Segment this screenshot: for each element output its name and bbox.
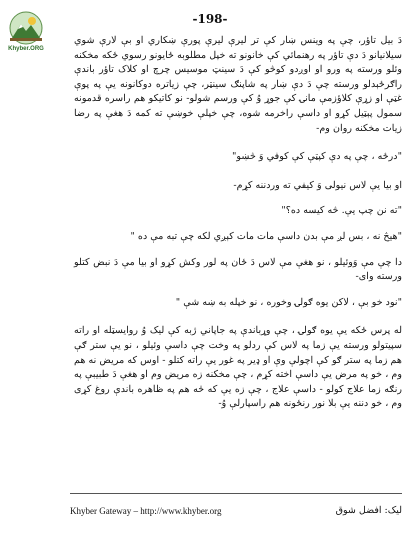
page-number: -198- xyxy=(192,12,228,26)
logo-caption: Khyber.ORG xyxy=(8,46,44,52)
paragraph: له پرس ځکه يې يوه ګولۍ ، چې وړباندې په جاپاني ژبه کې ليک وُ روايسټله او راته سپيتولو ورسته يې زما په لاس کې ردلو په وخت چې داسې وئيلو ، نو يې ستر ګې هم زما په ستر ګو کې اچولې وې او ډير په غور يې راته کتلو - اوس که مريض نه هم وم ، خو په مرض يې داسې اخته کړم ، چې مخکنه زه مريض وم او هغې دَ طبيبې په رنګه زما علاج کولو - داسې علاج ، چې زه يې که څه هم په ظاهره باندې روغ کړی وم ، خو دننه يې بلا نور رنځونه هم راسپارلې وُ- xyxy=(74,325,402,410)
paragraph: او بيا يې لاس نيولی وَ کيفي ته وردننه کړم- xyxy=(233,179,402,191)
dialogue-line: "ته نن چپ يې. څه کيسه ده؟" xyxy=(281,205,402,217)
footer-author: لیک: افضل شوق xyxy=(335,505,402,516)
paragraph: دا چې مې وَوئيلو ، نو هغې مې لاس دَ ځان په لور وکش کړو او بيا مې دَ نبض کتلو ورسته وای- xyxy=(74,256,402,283)
dialogue-line: "نود خو بې ، لاکن يوه ګولۍ وخوره ، نو خپله به ښه شې " xyxy=(175,296,402,308)
paragraph: دَ بيل تاؤر، چې په وينس ښار کې تر ليرې ليرې پورې ښکاري او بې لارې شوي سيلانيانو دَ دې تاؤر په رهنمائي کې خانونو ته خپل مطلوبه ځايونو رسوي ځکه مخکنه وئلو ورسته په ورو او اوږدو کوڅو کې دَ سينټ موسيس چرچ او کلاک تاؤر باندې راګرځېدلو ورسته چې دَ دې ښار په شاپنګ سينټر، چې زياتره دوکانونه يې په پوې غټې او زړې کلاؤزمې مانۍ کې جوړ وُ کې ورسم شولو- نو کاتيکو هم راسره قدمونه سمول پېټيل کړو او داسې راخرمه شوه، چې خپلې خوښې ته کمه دَ هغې په رضا زيات مخکنه روان وم- xyxy=(74,35,402,134)
footer-divider xyxy=(70,493,402,494)
footer-website: Khyber Gateway – http://www.khyber.org xyxy=(70,506,222,516)
page-body xyxy=(74,34,402,412)
dialogue-line: "هيڅ نه ، بس لږ مې بدن داسې مات مات کېږي لکه چې تبه مې ده " xyxy=(130,230,402,242)
dialogue-line: "درځه ، چې په دې کپټې کې کوفي وَ څښو" xyxy=(232,151,402,163)
